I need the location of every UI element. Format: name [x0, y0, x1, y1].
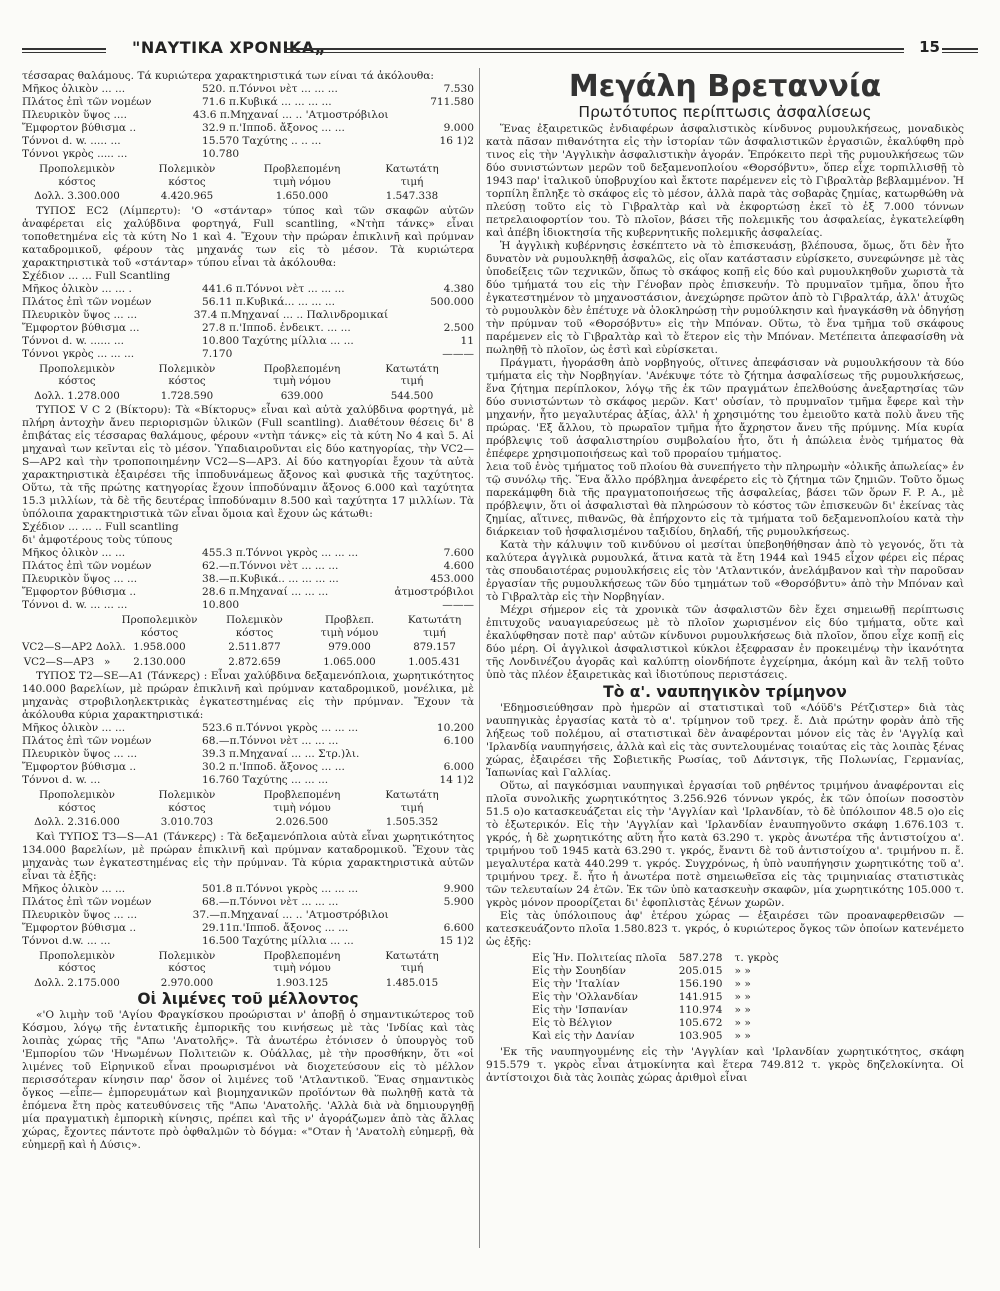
- spec-value: 27.8 π.'Ιπποδ. ἐνδεικτ. ... ...: [202, 321, 351, 334]
- page-number: 15: [919, 38, 940, 56]
- spec-value: 32.9 π.'Ιπποδ. ἄξονος ... ...: [202, 122, 345, 134]
- t2-spec-table: [22, 83, 474, 161]
- spec-row: [22, 748, 474, 761]
- spec-value: [202, 521, 384, 534]
- country-cell: Εἰς τὸ Βέλγιον: [532, 1017, 613, 1029]
- spec-label: Τόννοι γκρὸς ..... ...: [22, 148, 128, 160]
- spec-label: Μῆκος ὁλικὸν ... ...: [22, 83, 126, 95]
- header-rule-left: [22, 48, 106, 53]
- spec-value-right: 7.530: [443, 83, 474, 95]
- table-row: [526, 952, 785, 965]
- spec-value: 28.6 π.Μηχαναί ... ... ...: [202, 586, 329, 598]
- spec-label: Τόννοι d. w. ...: [22, 774, 101, 786]
- cost-header-cell: Προπολεμικὸν κόστος: [39, 163, 115, 188]
- spec-value: 39.3 π.Μηχαναί ... ... Στρ.)λι.: [202, 748, 360, 760]
- spec-value-right: [384, 534, 474, 547]
- spec-value-right: [384, 270, 474, 283]
- spec-value-right: ———: [442, 347, 474, 360]
- ec2-spec-table: [22, 270, 474, 361]
- spec-row: [22, 735, 474, 748]
- unit-cell: » »: [734, 978, 751, 990]
- quarter-heading: Τὸ α'. ναυπηγικὸν τρίμηνον: [603, 683, 847, 701]
- country-cell: Καὶ εἰς τὴν Δανίαν: [532, 1030, 635, 1042]
- spec-label: Πλάτος ἐπὶ τῶν νομέων: [22, 96, 152, 108]
- cost-header-cell: Προβλεπ. τιμὴ νόμου: [320, 614, 379, 639]
- spec-label: Μῆκος ὁλικὸν ... ... .: [22, 282, 132, 295]
- spec-value-right: 15 1)2: [439, 934, 474, 947]
- insurance-paragraph-2: Ἡ ἀγγλικὴ κυβέρνησις ἐσκέπτετο νὰ τὸ ἐπισκευάσῃ, βλέπουσα, ὅμως, ὅτι δὲν ἦτο δυνατὸν νὰ ρυμουλκηθῇ ἀσφαλῶς, εἰς οἵαν κατάστασιν εὑρίσκετο, συνεφώνησε μὲ τὰς ὑποδείξεις τῶν τεχνικῶν, ὅπως τὸ σκάφος κοπῇ εἰς δύο καὶ ρυμουλκηθοῦν χωριστὰ τὰ δύο τμήματά του εἰς τὴν Γένοβαν πρὸς ἐπισκευήν. Τὸ πρυμναῖον τμῆμα, ὅπου ἦτο ἐγκατεστημένον τὸ μηχανοστάσιον, ἀνεχώρησε πρῶτον ἀπὸ τὸ Γιβραλτάρ, ἀλλ' ἀτυχῶς τὸ ρυμουλκὸν δὲν ἐπέτυχε νὰ ὁλοκληρώσῃ τὴν ρυμούλκησιν καὶ ἠναγκάσθη νὰ ὁδηγήσῃ τὴν πρύμναν τοῦ «Θορσόβντυ» εἰς τὴν Μπόναν. Οὕτω, τὸ ἕνα τμῆμα τοῦ σκάφους παρέμενεν εἰς τὸ Γιβραλτὰρ καὶ τὸ ἕτερον εἰς τὴν Μπόναν. Μετέπειτα ἀπεφασίσθη νὰ πωληθῇ τὸ πλοῖον, ὡς ἐστὶ καὶ εὑρίσκεται.: [486, 240, 964, 356]
- country-cell: Εἰς τὴν 'Ιταλίαν: [532, 978, 620, 990]
- spec-row: [22, 586, 474, 599]
- quarter-paragraph-4: 'Εκ τῆς ναυπηγουμένης εἰς τὴν 'Αγγλίαν καὶ 'Ιρλανδίαν χωρητικότητος, σκάφη 915.579 τ. γκρὸς εἶναι ἀτμοκίνητα καὶ ἕτερα 749.812 τ. γκρὸς δηζελοκίνητα. Οἱ ἀντίστοιχοι διὰ τὰς λοιπὰς χώρας ἀριθμοὶ εἶναι: [486, 1046, 964, 1084]
- spec-label: Σχέδιον ... ... Full Scantling: [22, 269, 171, 282]
- t2se-spec-table: [22, 722, 474, 787]
- header-rule-right: [942, 48, 978, 53]
- t2-cost-header: [22, 163, 474, 188]
- spec-label: Πλευρικὸν ὕψος ... ...: [22, 573, 138, 585]
- insurance-paragraph-3: Πράγματι, ἠγοράσθη ἀπὸ νορβηγούς, οἵτινες ἀπεφάσισαν νὰ ρυμουλκήσουν τὰ δύο τμήματα εἰς τὴν Νορβηγίαν. 'Ανέκυψε τότε τὸ ζήτημα ἀσφαλίσεως τῆς ρυμουλκήσεως, ἕνα ζήτημα περίπλοκον, λόγῳ τῆς ἐκ τῶν πραγμάτων ἐπελθούσης ἀνεξαρτησίας τῶν δύο συνιστώντων τὸ σκάφος μερῶν. Κατ' οὐσίαν, τὸ πρυμναῖον τμῆμα ἔφερε καὶ τὴν μηχανήν, ἦτο μεγαλυτέρας ἀξίας, ἀλλ' ἡ χρησιμότης του ἐμειοῦτο κατὰ πολὺ ἄνευ τῆς πρώρας. 'Εξ ἄλλου, τὸ πρωραῖον τμῆμα ἦτο ἄχρηστον ἄνευ τῆς πρύμνης. Μία κυρία πρόβλεψις τοῦ ἀσφαλιστηρίου συμβολαίου ἦτο, ὅτι ἡ ἀπώλεια ἑνὸς τμήματος θὰ ἐπέφερε χρησιμοποιήσεως καὶ τοῦ προραίου τμήματος.: [486, 357, 964, 460]
- spec-row: [22, 521, 474, 534]
- table-row: [526, 1004, 785, 1017]
- vc2-cost-row: [22, 656, 474, 669]
- spec-value-right: 7.600: [443, 547, 474, 559]
- cost-header-cell: Προβλεπομένη τιμὴ νόμου: [263, 789, 341, 814]
- spec-row: [22, 534, 474, 547]
- spec-value-right: 11: [460, 334, 474, 347]
- cost-cell: 639.000: [280, 389, 324, 402]
- spec-label: Πλάτος ἐπὶ τῶν νομέων: [22, 895, 152, 908]
- cost-cell: Δολλ. 2.175.000: [34, 976, 120, 989]
- spec-value-right: 10.200: [436, 722, 474, 734]
- cost-cell: 879.157: [413, 641, 456, 653]
- spec-row: [22, 909, 474, 922]
- ec2-paragraph: ΤΥΠΟΣ ΕC2 (Λίμπερτυ): 'Ο «στάνταρ» τύπος καὶ τῶν σκαφῶν αὐτῶν ἀναφέρεται εἰς χαλύβδινα φορτηγά, Full scantling, «Ντὴπ τάνκς» εἶναι τοποθετημένα εἰς τὰ κύτη Νο 1 καὶ 4. Ἔχουν τὴν πρώραν ἐπικλινῆ καὶ πρύμναν καταδρομικοῦ, φέρουν τὰς μηχανάς των εἰς τὸ μέσον. Τὰ κυριώτερα χαρακτηριστικὰ τοῦ «στάνταρ» τύπου εἶναι τὰ ἀκόλουθα:: [22, 204, 474, 269]
- cost-header-cell: [22, 614, 112, 639]
- unit-cell: » »: [734, 1030, 751, 1042]
- spec-value: 38.—π.Κυβικά.. ... ... ... ...: [202, 573, 339, 585]
- spec-value: [202, 270, 384, 283]
- intro-paragraph: τέσσαρας θαλάμους. Τά κυριώτερα χαρακτηριστικά των είναι τά ἀκόλουθα:: [22, 70, 434, 82]
- header-rule-middle: [284, 48, 904, 53]
- vc2-cost-row: [22, 641, 474, 654]
- spec-row: [22, 309, 474, 322]
- spec-row: [22, 547, 474, 560]
- spec-value-right: 16 1)2: [439, 135, 474, 147]
- cost-header-cell: Πολεμικὸν κόστος: [158, 949, 216, 974]
- running-head: [22, 38, 978, 60]
- cost-header-cell: Προπολεμικὸν κόστος: [121, 614, 198, 639]
- spec-value: 56.11 π.Κυβικά... ... ... ...: [202, 295, 335, 308]
- spec-label: Πλάτος ἐπὶ τῶν νομέων: [22, 295, 152, 308]
- vc2-paragraph: ΤΥΠΟΣ V C 2 (Βίκτορυ): Τὰ «Βίκτορυς» εἶναι καὶ αὐτὰ χαλύβδινα φορτηγά, μὲ πλήρη ἀντοχὴν ἄνευ περιορισμῶν ὑλικῶν (Full scantling). Διαθέτουν θέσεις δι' 8 ἐπιβάτας εἰς τέσσαρας θαλάμους, φέρουν «ντὴπ τάνκς» εἰς τὰ κύτη Νο 4 καὶ 5. Αἱ μηχαναὶ των κεῖνται εἰς τὸ μέσον. Ὑπαδιαιροῦνται εἰς δύο κατηγορίας, τὴν VC2—S—AP2 καὶ τὴν τροποποιημένην VC2—S—AP3. Αἱ δύο κατηγορίαι ἔχουν τὰ αὐτὰ χαρακτηριστικὰ ἐξαιρέσει τῆς ἱπποδυνάμεως ἄξονος καὶ φυσικὰ τῆς ταχύτητος. Οὕτω, τὰ τῆς πρώτης κατηγορίας ἔχουν ἱπποδύναμιν ἄξονος 6.000 καὶ ταχύτητα 15.3 μιλλίων, τὰ δὲ τῆς δευτέρας ἱπποδύναμιν 8.500 καὶ ταχύτητα 17 μιλλίων. Τὰ ὑπόλοιπα χαρακτηριστικὰ τῶν εἶναι ὅμοια καὶ ἔχουν ὡς κάτωθι:: [22, 404, 474, 520]
- cost-header-cell: Προβλεπομένη τιμὴ νόμου: [263, 362, 341, 387]
- spec-value: 30.2 π.'Ιπποδ. ἄξονος ... ...: [202, 761, 345, 773]
- spec-row: [22, 348, 474, 361]
- cost-cell: Δολλ. 2.316.000: [34, 816, 120, 828]
- tonnage-cell: 587.278: [678, 952, 723, 964]
- quarter-paragraph-2: Οὕτω, αἱ παγκόσμιαι ναυπηγικαὶ ἐργασίαι τοῦ ρηθέντος τριμήνου ἀναφέρονται εἰς πλοῖα συνολικῆς χωρητικότητος 3.256.926 τόννων γκρός, ἐκ τῶν ὁποίων ποσοστὸν 51.5 ο)ο κατασκευάζεται εἰς τὴν 'Αγγλίαν καὶ 'Ιρλανδίαν, τὸ δὲ ὑπόλοιπον 48.5 ο)ο εἰς τὸ ἐξωτερικόν. Εἰς τὴν 'Αγγλίαν καὶ 'Ιρλανδίαν ἐναυπηγοῦντο σκάφη 1.676.103 τ. γκρός, ἡ δὲ χωρητικότης αὕτη ἦτο κατὰ 63.290 τ. γκρὸς ἀνωτέρα τῆς ἀντιστοίχου α'. τριμήνου τοῦ 1945 κατὰ 63.290 τ. γκρός, ἔναντι δὲ τοῦ ἀντιστοίχου α'. τριμήνου π. ἔ. μεγαλυτέρα κατὰ 440.299 τ. γκρός. Συγχρόνως, ἡ ὑπὸ ναυπήγησιν χωρητικότης τοῦ α'. τριμήνου τρεχ. ἔ. ἦτο ἡ ἀνωτέρα ποτὲ σημειωθεῖσα εἰς τὰς τριμηνιαίας στατιστικὰς τῶν τελευταίων 24 ἐτῶν. Ἐκ τῶν ὑπὸ κατασκευὴν σκαφῶν, μία χωρητικότης 105.000 τ. γκρὸς μόνον προορίζεται δι' ἐφοπλιστὰς ξένων χωρῶν.: [486, 780, 964, 909]
- spec-row: [22, 922, 474, 935]
- spec-label: Τόννοι d.w. ... ...: [22, 934, 111, 947]
- table-row: [526, 965, 785, 978]
- cost-cell: 979.000: [328, 641, 371, 653]
- spec-row: [22, 135, 474, 148]
- spec-value-right: [388, 309, 474, 322]
- spec-label: Μῆκος ὁλικὸν ... ...: [22, 547, 126, 559]
- country-cell: Εἰς τὴν Σουηδίαν: [532, 965, 626, 977]
- spec-row: [22, 109, 474, 122]
- spec-row: [22, 722, 474, 735]
- spec-value-right: [389, 909, 474, 922]
- cost-header-cell: Προπολεμικὸν κόστος: [39, 789, 115, 814]
- cost-header-cell: Κατωτάτη τιμή: [407, 614, 462, 639]
- spec-value: 455.3 π.Τόννοι γκρὸς ... ... ...: [202, 547, 359, 559]
- spec-value-right: ἀτμοστρόβιλοι: [394, 586, 474, 598]
- cost-header-cell: Προπολεμικὸν κόστος: [39, 362, 115, 387]
- spec-label: Ἔμφορτον βύθισμα ..: [22, 586, 137, 598]
- spec-row: [22, 283, 474, 296]
- spec-value-right: 4.380: [443, 282, 474, 295]
- t3-paragraph: Καὶ ΤΥΠΟΣ T3—S—A1 (Τάνκερς) : Τὰ δεξαμενόπλοια αὐτὰ εἶναι χωρητικότητος 134.000 βαρελίων, μὲ πρώραν ἐπικλινῆ καὶ πρύμναν καταδρομικοῦ. Ἔχουν τὰς μηχανὰς των ἐγκατεστημένας εἰς τὴν πρύμναν. Τὰ κύρια χαρακτηριστικὰ αὐτῶν εἶναι τὰ ἐξῆς:: [22, 830, 474, 882]
- t3-cost-header: [22, 950, 474, 975]
- cost-cell: 1.485.015: [385, 976, 439, 989]
- vc2-cost-header: [22, 614, 474, 639]
- table-row: [526, 1030, 785, 1043]
- spec-label: Πλευρικὸν ὕψος ... ...: [22, 908, 138, 921]
- spec-value-right: 14 1)2: [439, 774, 474, 786]
- unit-cell: » »: [734, 991, 751, 1003]
- cost-cell: 3.010.703: [160, 816, 214, 828]
- table-row: [526, 1017, 785, 1030]
- t2-cost-values: [22, 190, 474, 203]
- cost-header-cell: Κατωτάτη τιμή: [385, 362, 439, 387]
- spec-value-right: ———: [442, 599, 474, 611]
- spec-value: 68.—π.Τόννοι νὲτ ... ... ...: [202, 895, 339, 908]
- insurance-paragraph-4: λεια τοῦ ἑνὸς τμήματος τοῦ πλοίου θὰ συνεπήγετο τὴν πληρωμὴν «ὁλικῆς ἀπωλείας» ἐν τῷ συνόλῳ τῆς. Ἕνα ἄλλο πρόβλημα ἀνεφέρετο εἰς τὸ ζήτημα τῶν ζημιῶν. Τοῦτο ὅμως παρεκάμφθη διὰ τῆς πραγματοποιήσεως τῆς ἀσφαλείας, βάσει τῶν ὅρων F. P. A., μὲ πρόβλεψιν, ὅτι οἱ ἀσφαλισταὶ θὰ πληρώσουν τὸ κόστος τῶν ἐπισκευῶν δι' ἐκείνας τὰς ζημίας, αἵτινες, πιθανῶς, θὰ ἐπήρχοντο εἰς τὰ τμήματα τοῦ δεξαμενοπλοίου κατὰ τὴν διάρκειαν τοῦ ἠσφαλισμένου ταξιδίου, δηλαδή, τῆς ρυμουλκήσεως.: [486, 461, 964, 538]
- spec-row: [22, 296, 474, 309]
- spec-value: 10.800: [202, 599, 240, 611]
- spec-label: Πλευρικὸν ὕψος ... ...: [22, 308, 138, 321]
- t2se-paragraph: ΤΥΠΟΣ T2—SE—A1 (Τάνκερς) : Εἶναι χαλύβδινα δεξαμενόπλοια, χωρητικότητος 140.000 βαρελίων, μὲ πρώραν ἐπικλινῆ καὶ πρύμναν καταδρομικοῦ, μονέλικα, μὲ μηχανὰς στροβιλοηλεκτρικὰς ἐγκατεστημένας εἰς τὴν πρύμναν. Ἔχουν τὰ ἀκόλουθα κύρια χαρακτηριστικά:: [22, 670, 474, 721]
- table-row: [526, 978, 785, 991]
- spec-row: [22, 573, 474, 586]
- spec-value: 43.6 π.Μηχαναί ... .. 'Ατμοστρόβιλοι: [192, 109, 389, 121]
- spec-label: Μῆκος ὁλικὸν ... ...: [22, 722, 126, 734]
- spec-label: Πλευρικὸν ὕψος ....: [22, 109, 127, 121]
- spec-value: 29.11π.'Ιπποδ. ἄξονος ... ...: [202, 921, 349, 934]
- spec-label: Ἔμφορτον βύθισμα ..: [22, 761, 137, 773]
- spec-label: Τόννοι γκρὸς ... ... ...: [22, 347, 135, 360]
- t2se-cost-values: [22, 816, 474, 829]
- spec-value-right: 5.900: [443, 895, 474, 908]
- ports-paragraph: «'Ο λιμὴν τοῦ 'Αγίου Φραγκίσκου προώρισται ν' ἀποβῇ ὁ σημαντικώτερος τοῦ Κόσμου, λόγῳ τῆς ἐντατικῆς ἐμπορικῆς του κινήσεως μὲ τὰς 'Ινδίας καὶ τὰς λοιπὰς χώρας τῆς "Απω 'Ανατολῆς». Τὰ ἀνωτέρω ἐτόνισεν ὁ ὑπουργὸς τοῦ 'Εμπορίου τῶν 'Ηνωμένων Πολιτειῶν κ. Οὐάλλας, μὲ τὴν προσθήκην, ὅτι «οἱ λιμένες τοῦ Εἰρηνικοῦ εἶναι προωρισμένοι νὰ διοχετεύσουν εἰς τὸ μέλλον περισσότεραν κίνησιν παρ' ὅσον οἱ λιμένες τοῦ 'Ατλαντικοῦ. Ἕνας σημαντικὸς ὄγκος —εἶπε— ἐμπορευμάτων καὶ βιομηχανικῶν προϊόντων θὰ πωληθῇ κατὰ τὰ ἑπόμενα ἔτη πρὸς κατευθύνσεις τῆς "Απω 'Ανατολῆς. 'Αλλὰ διὰ νὰ δημιουργηθῇ μία πραγματικὴ ἐμπορικὴ κίνησις, πρέπει καὶ τῆς ν' ἀγοράζωμεν ἀπὸ τὰς ἄλλας χώρας, ἔχοντες πάντοτε πρὸ ὀφθαλμῶν τὸ δόγμα: «"Οταν ἡ 'Ανατολὴ εὐημερῇ, θὰ εὐημερῇ καὶ ἡ Δύσις».: [22, 1009, 474, 1151]
- spec-value: 16.500 Ταχύτης μίλλια ... ...: [202, 934, 354, 947]
- unit-cell: τ. γκρὸς: [734, 952, 779, 964]
- insurance-paragraph-1: Ἕνας ἐξαιρετικῶς ἐνδιαφέρων ἀσφαλιστικὸς κίνδυνος ρυμουλκήσεως, μοναδικὸς κατὰ πᾶσαν πιθανότητα εἰς τὴν ἱστορίαν τῶν ἀσφαλιστικῶν ἐργασιῶν, ἐκαλύφθη πρὸ τινος εἰς τὴν 'Αγγλικὴν ἀσφαλιστικὴν ἀγοράν. Ἐπρόκειτο περὶ τῆς ρυμουλκήσεως τῶν δύο συνιστώντων μερῶν τοῦ δεξαμενοπλοίου «Θορσόβντυ», ὅπερ εἶχε τορπιλλισθῇ τὸ 1943 παρ' ἰταλικοῦ ὑποβρυχίου καὶ ἔκτοτε παρέμενεν εἰς τὸ Γιβραλτὰρ βεβλαμμένον. Ἡ τορπίλη ἔπληξε τὸ σκάφος εἰς τὸ μέσον, ἀλλὰ παρὰ τὰς σοβαρὰς ζημίας, κατωρθώθη νὰ πλεύσῃ τοῦτο εἰς τὸ Γιβραλτὰρ καὶ νὰ ἐκφορτώσῃ ἐκεῖ τὸ ἐξ 7.000 τόννων πετρελαιοφορτίον του. Τὸ πλοῖον, βάσει τῆς πολεμικῆς του ἀσφαλείας, ἐγκατελείφθη καὶ ἀπέβη ἰδιοκτησία τῆς κυβερνητικῆς πολεμικῆς ἀσφαλείας.: [486, 123, 964, 239]
- vc2-cost-values: [22, 641, 474, 668]
- cost-cell: 2.872.659: [228, 655, 281, 668]
- cost-header-cell: Πολεμικὸν κόστος: [158, 789, 216, 814]
- spec-value: [202, 534, 384, 547]
- cost-cell: 4.420.965: [160, 190, 214, 202]
- cost-cell: 544.500: [390, 389, 434, 402]
- spec-value: 7.170: [202, 347, 233, 360]
- spec-row: [22, 761, 474, 774]
- right-column: [486, 70, 964, 1085]
- quarter-paragraph-1: 'Εδημοσιεύθησαν πρὸ ἡμερῶν αἱ στατιστικαὶ τοῦ «Λόϋδ's Ρέτζιστερ» διὰ τὰς ναυπηγικὰς ἐργασίας κατὰ τὸ α'. τρίμηνον τοῦ τρεχ. ἔ. Διὰ πρώτην φορὰν ἀπὸ τῆς λήξεως τοῦ πολέμου, αἱ στατιστικαὶ δὲν ἀναφέρονται μόνον εἰς τὰς ἐν 'Αγγλίᾳ καὶ 'Ιρλανδίᾳ ναυπηγήσεις, ἀλλὰ καὶ εἰς τὰς συντελουμένας τοιαύτας εἰς τὰς λοιπὰς ξένας χώρας, ἐξαιρέσει τῆς Σοβιετικῆς Ρωσίας, τοῦ Δάντσιγκ, τῆς Πολωνίας, Γερμανίας, Ἰαπωνίας καὶ Γαλλίας.: [486, 702, 964, 779]
- spec-row: [22, 599, 474, 612]
- spec-row: [22, 148, 474, 161]
- ec2-cost-header: [22, 363, 474, 388]
- cost-cell: Δολλ. 3.300.000: [34, 190, 120, 202]
- cost-cell: 2.130.000: [133, 655, 186, 668]
- quarter-paragraph-3: Εἰς τὰς ὑπόλοιπους ἀφ' ἑτέρου χώρας — ἐξαιρέσει τῶν προαναφερθεισῶν — κατεσκευάζοντο πλοῖα 1.580.823 τ. γκρός, ὁ κυριώτερος ὄγκος τῶν ὁποίων κατενέμετο ὡς ἐξῆς:: [486, 910, 964, 948]
- spec-row: [22, 83, 474, 96]
- spec-value: 10.780: [202, 148, 240, 160]
- spec-label: Ἔμφορτον βύθισμα ..: [22, 921, 137, 934]
- spec-label: Πλάτος ἐπὶ τῶν νομέων: [22, 735, 152, 747]
- spec-row: [22, 896, 474, 909]
- spec-label: Τόννοι d. w. ..... ...: [22, 135, 121, 147]
- spec-row: [22, 322, 474, 335]
- t3-spec-table: [22, 883, 474, 948]
- spec-value-right: 711.580: [430, 96, 474, 108]
- cost-cell: Δολλ. 1.278.000: [34, 389, 120, 402]
- spec-value: 16.760 Ταχύτης ... ... ...: [202, 774, 329, 786]
- cost-header-cell: Προβλεπομένη τιμὴ νόμου: [263, 949, 341, 974]
- cost-cell: 1.065.000: [323, 655, 376, 668]
- spec-row: [22, 935, 474, 948]
- spec-value-right: [384, 148, 474, 161]
- spec-value: 523.6 π.Τόννοι γκρὸς ... ... ...: [202, 722, 359, 734]
- cost-cell: VC2—S—AP3 »: [23, 655, 111, 668]
- cost-header-cell: Πολεμικὸν κόστος: [226, 614, 283, 639]
- cost-cell: 1.728.590: [160, 389, 214, 402]
- cost-header-cell: Κατωτάτη τιμή: [385, 949, 439, 974]
- spec-label: Πλευρικὸν ὕψος ... ...: [22, 748, 138, 760]
- spec-label: Τόννοι d. w. ... ... ...: [22, 599, 128, 611]
- cost-cell: 2.970.000: [160, 976, 214, 989]
- spec-label: Ἔμφορτον βύθισμα ..: [22, 122, 137, 134]
- cost-header-cell: Προπολεμικὸν κόστος: [39, 949, 115, 974]
- tonnage-cell: 110.974: [678, 1004, 723, 1016]
- country-cell: Εἰς Ἡν. Πολιτείας πλοῖα: [532, 952, 667, 964]
- spec-value: 441.6 π.Τόννοι νὲτ ... ... ...: [202, 282, 345, 295]
- cost-header-cell: Κατωτάτη τιμή: [385, 789, 439, 814]
- spec-value-right: 2.500: [443, 321, 474, 334]
- spec-value: 501.8 π.Τόννοι γκρὸς ... ... ...: [202, 882, 359, 895]
- spec-value: 68.—π.Τόννοι νὲτ ... ... ...: [202, 735, 339, 747]
- spec-row: [22, 335, 474, 348]
- spec-value-right: 9.000: [443, 122, 474, 134]
- spec-row: [22, 883, 474, 896]
- cost-cell: 1.005.431: [408, 655, 461, 668]
- tonnage-cell: 156.190: [678, 978, 723, 990]
- spec-value-right: 6.100: [443, 735, 474, 747]
- cost-cell: 1.505.352: [385, 816, 439, 828]
- cost-header-cell: Κατωτάτη τιμή: [385, 163, 439, 188]
- spec-label: Μῆκος ὁλικὸν ... ...: [22, 882, 126, 895]
- insurance-paragraph-6: Μέχρι σήμερον εἰς τὰ χρονικὰ τῶν ἀσφαλιστῶν δὲν ἔχει σημειωθῇ περίπτωσις ἐπιτυχοῦς ναυαγιαρεύσεως μὲ τὸ πλοῖον χωρισμένον εἰς δύο τμήματα, οὔτε καὶ ἐκαλύφθησαν ποτὲ παρ' αὐτῶν κίνδυνοι ρυμουλκήσεως διὰ πλοῖον, ὅπου εἶχε κοπῇ εἰς δύο μέρη. Οἱ ἀγγλικοὶ ἀσφαλιστικοὶ κύκλοι ἐξεφρασαν ἐν προκειμένῳ τὴν ἱκανότητα τῆς Λονδινέζου ἀγορᾶς καὶ καλύπτῃ οἰονδήποτε ἐγχείρημα, ἀκόμη καὶ ἂν τελῇ τοῦτο ὑπὸ τὰς πλέον ἐξαιρετικὰς καὶ ἰδιοτύπους περιστάσεις.: [486, 604, 964, 681]
- cost-cell: 2.511.877: [228, 641, 281, 653]
- column-divider: [479, 68, 480, 1248]
- ec2-cost-values: [22, 390, 474, 403]
- unit-cell: » »: [734, 1017, 751, 1029]
- spec-value: 62.—π.Τόννοι νὲτ ... ... ...: [202, 560, 339, 572]
- t3-cost-values: [22, 977, 474, 990]
- cost-cell: 1.547.338: [385, 190, 439, 202]
- insurance-paragraph-5: Κατὰ τὴν κάλυψιν τοῦ κινδύνου οἱ μεσίται ὑπεβοηθήθησαν ἀπὸ τὸ γεγονός, ὅτι τὰ καλύτερα ἀγγλικὰ ρυμουλκά, ἅτινα κατὰ τὰ ἔτη 1944 καὶ 1945 εἶχον φέρει εἰς πέρας τὰς σπουδαιοτέρας ρυμουλκήσεις εἰς τὸν 'Ατλαντικόν, ἀνελάμβανον καὶ τὴν παροῦσαν ἐργασίαν τῆς ρυμουλκήσεως τῶν δύο τμημάτων τοῦ «Θορσόβντυ» ἀπὸ τὴν Μπόναν καὶ τὸ Γιβραλτὰρ εἰς τὴν Νορβηγίαν.: [486, 539, 964, 603]
- country-cell: Εἰς τὴν 'Ολλανδίαν: [532, 991, 638, 1003]
- cost-cell: 1.650.000: [275, 190, 329, 202]
- spec-label: Ἔμφορτον βύθισμα ...: [22, 321, 140, 334]
- spec-value-right: 453.000: [430, 573, 474, 585]
- spec-value-right: 6.000: [443, 761, 474, 773]
- unit-cell: » »: [734, 965, 751, 977]
- cost-header-cell: Προβλεπομένη τιμὴ νόμου: [263, 163, 341, 188]
- article-subtitle: Πρωτότυπος περίπτωσις ἀσφαλίσεως: [578, 103, 872, 121]
- cost-cell: 1.903.125: [275, 976, 329, 989]
- journal-title: "ΝΑΥΤΙΚΑ ΧΡΟΝΙΚΑ„: [132, 38, 326, 57]
- spec-value-right: 6.600: [443, 921, 474, 934]
- tonnage-cell: 141.915: [678, 991, 723, 1003]
- shipbuilding-by-country-table: [526, 952, 785, 1043]
- spec-value-right: [384, 748, 474, 761]
- spec-row: [22, 774, 474, 787]
- spec-label: Σχέδιον ... ... .. Full scantling: [22, 521, 179, 533]
- tonnage-cell: 105.672: [678, 1017, 723, 1029]
- ports-heading: Οἱ λιμένες τοῦ μέλλοντος: [137, 990, 359, 1008]
- cost-cell: VC2—S—AP2 Δολλ.: [22, 641, 126, 653]
- spec-value-right: 500.000: [430, 295, 474, 308]
- cost-header-cell: Πολεμικὸν κόστος: [158, 163, 216, 188]
- tonnage-cell: 103.905: [678, 1030, 723, 1042]
- table-row: [526, 991, 785, 1004]
- spec-value: 520. π.Τόννοι νὲτ ... ... ...: [202, 83, 338, 95]
- spec-label: Τόννοι d. w. ...... ...: [22, 334, 124, 347]
- t2se-cost-header: [22, 789, 474, 814]
- article-title: Μεγάλη Βρεταννία: [568, 69, 882, 104]
- spec-row: [22, 122, 474, 135]
- spec-label: δι' ἀμφοτέρους τοὺς τύπους: [22, 534, 173, 546]
- spec-row: [22, 270, 474, 283]
- country-cell: Εἰς τὴν 'Ισπανίαν: [532, 1004, 628, 1016]
- spec-value: 71.6 π.Κυβικά ... ... ... ...: [202, 96, 332, 108]
- spec-row: [22, 96, 474, 109]
- spec-label: Πλάτος ἐπὶ τῶν νομέων: [22, 560, 152, 572]
- unit-cell: » »: [734, 1004, 751, 1016]
- cost-cell: 1.958.000: [133, 641, 186, 653]
- spec-value-right: [384, 521, 474, 534]
- vc2-spec-table: [22, 521, 474, 612]
- spec-value-right: 9.900: [443, 882, 474, 895]
- spec-value: 37.4 π.Μηχαναί ... .. Παλινδρομικαί: [193, 308, 389, 321]
- spec-value: 37.—π.Μηχαναί ... .. 'Ατμοστρόβιλοι: [192, 908, 389, 921]
- left-column: [22, 70, 474, 1152]
- spec-value-right: [389, 109, 474, 122]
- spec-value: 10.800 Ταχύτης μίλλια ... ...: [202, 334, 354, 347]
- spec-value: 15.570 Ταχύτης .. .. ...: [202, 135, 322, 147]
- spec-row: [22, 560, 474, 573]
- spec-value-right: 4.600: [443, 560, 474, 572]
- cost-header-cell: Πολεμικὸν κόστος: [158, 362, 216, 387]
- cost-cell: 2.026.500: [275, 816, 329, 828]
- tonnage-cell: 205.015: [678, 965, 723, 977]
